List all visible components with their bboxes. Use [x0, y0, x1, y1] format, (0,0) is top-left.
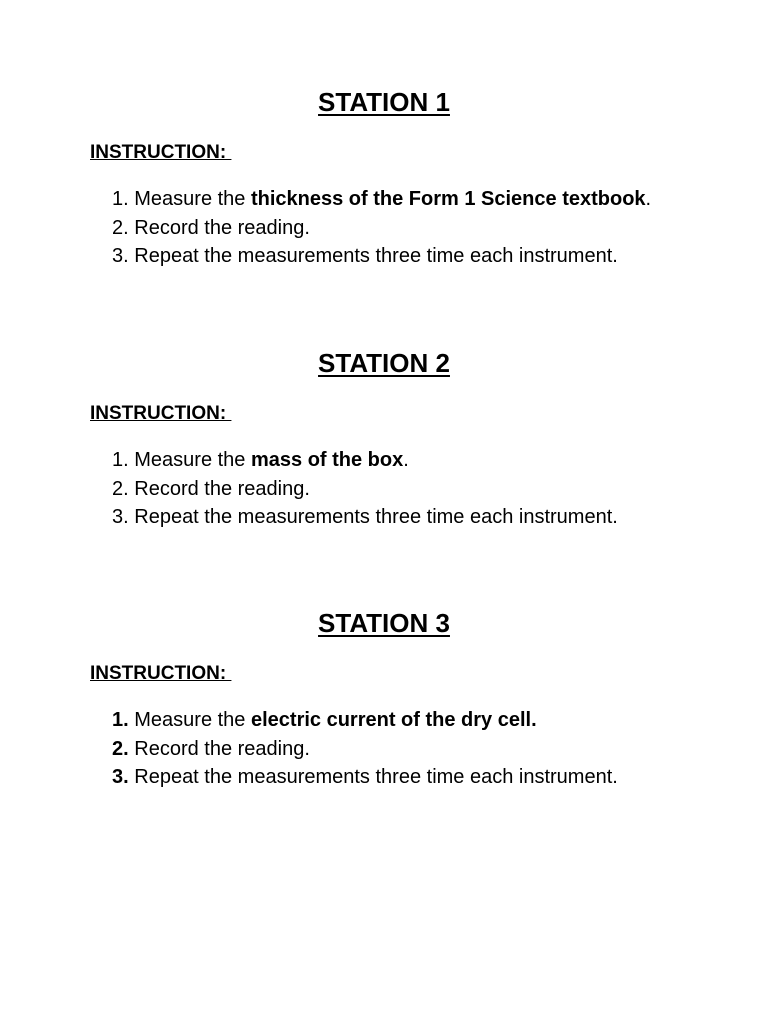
station-1-section: [0, 84, 768, 267]
step-emphasis: mass of the box: [250, 449, 404, 471]
instruction-steps: [112, 185, 651, 271]
step-number: 1.: [112, 449, 129, 471]
step-text: Record the reading.: [134, 216, 310, 239]
instruction-label: INSTRUCTION:: [90, 403, 232, 424]
step-text: Record the reading.: [134, 477, 310, 500]
station-title: STATION 3: [318, 608, 450, 638]
step-text: Record the reading.: [134, 737, 310, 760]
step-item: [112, 503, 618, 532]
station-title: STATION 2: [318, 348, 450, 378]
step-number: 3.: [112, 245, 129, 267]
instruction-label: INSTRUCTION:: [90, 663, 232, 684]
step-number: 2.: [112, 737, 129, 760]
step-item: [112, 446, 618, 475]
step-item: [112, 706, 618, 735]
step-number: 1.: [112, 188, 129, 210]
step-text: Measure the: [134, 188, 251, 210]
instruction-steps: [112, 706, 618, 792]
step-emphasis: thickness of the Form 1 Science textbook: [250, 188, 646, 210]
step-item: [112, 735, 618, 764]
step-text: Repeat the measurements three time each instrument.: [134, 766, 618, 788]
instruction-label: INSTRUCTION:: [90, 142, 232, 163]
step-item: [112, 242, 651, 271]
station-title: STATION 1: [318, 87, 450, 117]
step-text: Repeat the measurements three time each instrument.: [134, 245, 618, 267]
step-number: 2.: [112, 216, 129, 239]
step-item: [112, 763, 618, 792]
step-text-end: .: [645, 188, 652, 210]
step-number: 3.: [112, 766, 129, 788]
step-item: [112, 185, 651, 214]
step-text: Measure the: [134, 449, 251, 471]
step-item: [112, 214, 651, 243]
step-emphasis: electric current of the dry cell.: [250, 709, 537, 731]
step-number: 3.: [112, 506, 129, 528]
step-text-end: .: [403, 449, 409, 471]
step-text: Measure the: [134, 709, 251, 731]
step-number: 2.: [112, 477, 129, 500]
step-text: Repeat the measurements three time each instrument.: [134, 506, 618, 528]
station-3-section: [0, 605, 768, 788]
step-item: [112, 475, 618, 504]
station-2-section: [0, 345, 768, 528]
instruction-steps: [112, 446, 618, 532]
step-number: 1.: [112, 709, 129, 731]
